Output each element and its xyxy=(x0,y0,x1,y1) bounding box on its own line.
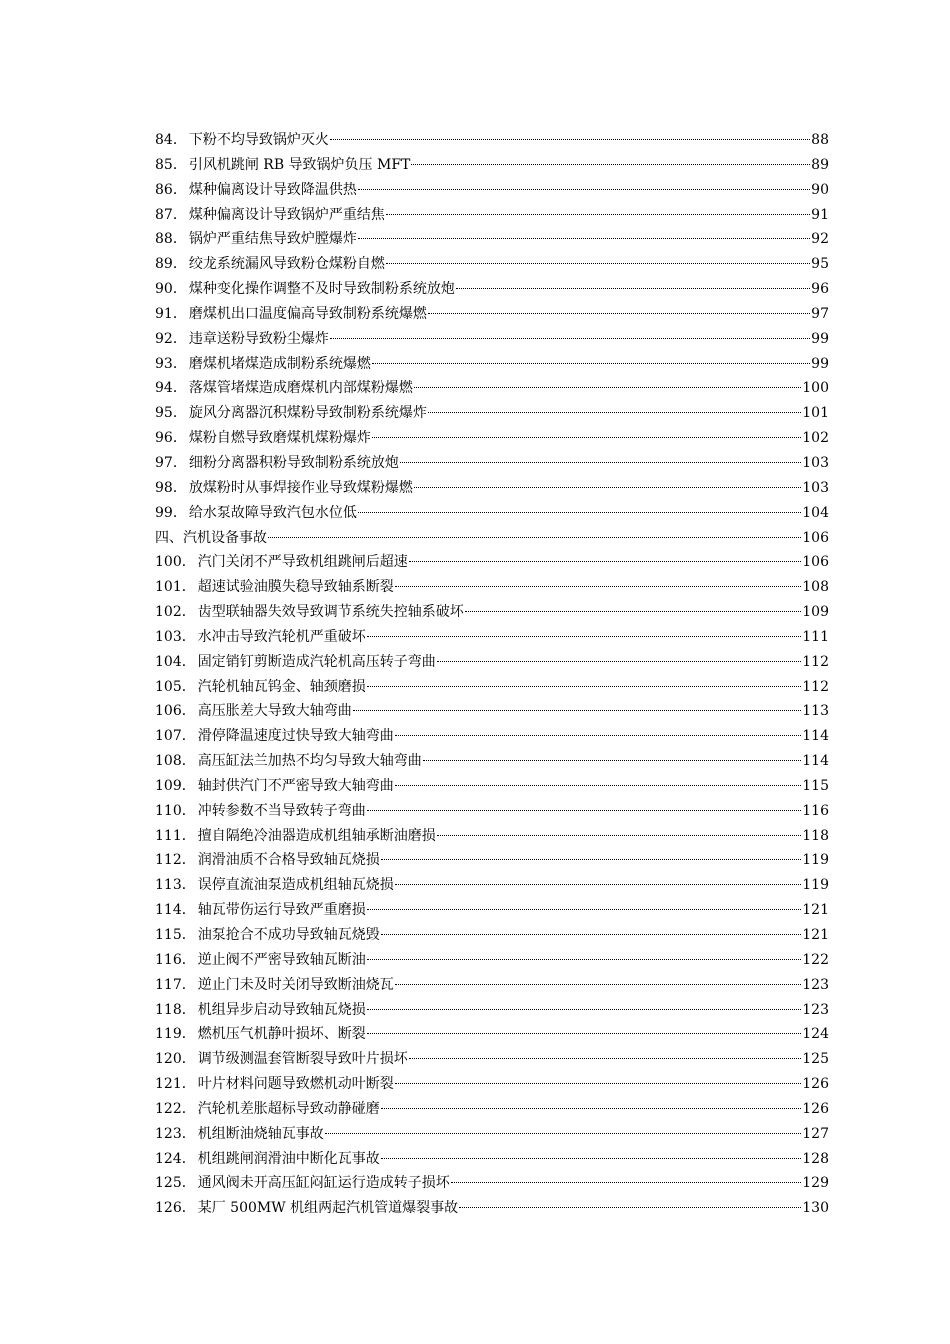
toc-entry-number: 109． xyxy=(155,777,196,794)
toc-entry-number: 103． xyxy=(155,628,196,645)
toc-entry-title: 调节级测温套管断裂导致叶片损坏 xyxy=(197,1051,408,1068)
toc-entry-page-number: 126 xyxy=(802,1100,829,1117)
toc-entry[interactable] xyxy=(155,600,829,625)
toc-entry-page-number: 99 xyxy=(811,355,829,372)
toc-entry-page-number: 95 xyxy=(811,256,829,273)
toc-entry[interactable] xyxy=(155,1097,829,1122)
toc-entry-number: 114． xyxy=(155,902,196,919)
toc-entry-page-number: 89 xyxy=(811,156,829,173)
toc-entry-title: 机组异步启动导致轴瓦烧损 xyxy=(197,1001,366,1018)
toc-entry-number: 85． xyxy=(155,156,187,173)
toc-entry-page-number: 114 xyxy=(802,728,829,745)
toc-entry-title: 煤种偏离设计导致降温供热 xyxy=(188,181,357,198)
toc-dot-leader xyxy=(358,238,810,239)
toc-entry-title: 绞龙系统漏风导致粉仓煤粉自燃 xyxy=(188,256,385,273)
toc-entry-number: 104． xyxy=(155,653,196,670)
toc-entry-page-number: 96 xyxy=(811,281,829,298)
toc-entry-number: 110． xyxy=(155,802,196,819)
toc-entry-page-number: 125 xyxy=(802,1051,829,1068)
toc-entry-page-number: 114 xyxy=(802,753,829,770)
toc-entry-page-number: 116 xyxy=(802,802,829,819)
toc-entry[interactable] xyxy=(155,1171,829,1196)
toc-entry-page-number: 118 xyxy=(802,827,829,844)
toc-entry-page-number: 123 xyxy=(802,976,829,993)
toc-entry[interactable] xyxy=(155,352,829,377)
toc-dot-leader xyxy=(330,338,810,339)
toc-entry-title: 煤粉自燃导致磨煤机煤粉爆炸 xyxy=(188,430,371,447)
toc-entry-page-number: 123 xyxy=(802,1001,829,1018)
toc-dot-leader xyxy=(367,686,802,687)
toc-entry-page-number: 104 xyxy=(802,504,829,521)
toc-entry[interactable] xyxy=(155,277,829,302)
toc-entry-page-number: 103 xyxy=(802,454,829,471)
toc-entry-number: 112． xyxy=(155,852,196,869)
toc-dot-leader xyxy=(459,1207,801,1208)
toc-entry-title: 下粉不均导致锅炉灭火 xyxy=(188,132,329,148)
toc-entry-title: 细粉分离器积粉导致制粉系统放炮 xyxy=(188,454,399,471)
toc-entry[interactable] xyxy=(155,1022,829,1047)
toc-entry[interactable] xyxy=(155,1122,829,1147)
toc-entry-page-number: 121 xyxy=(802,902,829,919)
toc-entry[interactable] xyxy=(155,625,829,650)
toc-dot-leader xyxy=(367,959,802,960)
toc-entry-title: 轴瓦带伤运行导致严重磨损 xyxy=(197,902,366,919)
toc-entry[interactable] xyxy=(155,699,829,724)
toc-entry[interactable] xyxy=(155,799,829,824)
toc-dot-leader xyxy=(367,1009,802,1010)
toc-dot-leader xyxy=(423,760,802,761)
toc-entry[interactable] xyxy=(155,675,829,700)
toc-entry[interactable] xyxy=(155,923,829,948)
toc-entry-page-number: 112 xyxy=(802,678,829,695)
toc-entry[interactable] xyxy=(155,1047,829,1072)
toc-entry-number: 98． xyxy=(155,479,187,496)
toc-dot-leader xyxy=(381,1108,802,1109)
toc-dot-leader xyxy=(381,859,802,860)
toc-entry-page-number: 128 xyxy=(802,1150,829,1167)
toc-entry-number: 105． xyxy=(155,678,196,695)
toc-entry[interactable] xyxy=(155,476,829,501)
toc-entry-title: 超速试验油膜失稳导致轴系断裂 xyxy=(197,579,394,596)
toc-dot-leader xyxy=(367,636,802,637)
toc-entry-title: 煤种变化操作调整不及时导致制粉系统放炮 xyxy=(188,281,455,298)
toc-entry[interactable] xyxy=(155,451,829,476)
toc-entry-title: 汽轮机轴瓦钨金、轴颈磨损 xyxy=(197,678,366,695)
toc-entry-title: 误停直流油泵造成机组轴瓦烧损 xyxy=(197,877,394,894)
toc-entry-title: 煤种偏离设计导致锅炉严重结焦 xyxy=(188,206,385,223)
toc-entry-page-number: 109 xyxy=(802,604,829,621)
toc-dot-leader xyxy=(367,909,802,910)
toc-entry-title: 冲转参数不当导致转子弯曲 xyxy=(197,802,366,819)
toc-entry-title: 轴封供汽门不严密导致大轴弯曲 xyxy=(197,777,394,794)
toc-entry-number: 99． xyxy=(155,504,187,521)
toc-entry-title: 擅自隔绝冷油器造成机组轴承断油磨损 xyxy=(197,827,436,844)
toc-entry-number: 108． xyxy=(155,753,196,770)
toc-entry[interactable] xyxy=(155,401,829,426)
toc-dot-leader xyxy=(456,288,810,289)
toc-entry-number: 122． xyxy=(155,1100,196,1117)
toc-entry-title: 高压缸法兰加热不均匀导致大轴弯曲 xyxy=(197,753,422,770)
toc-entry-page-number: 130 xyxy=(802,1200,829,1217)
toc-entry-number: 113． xyxy=(155,877,196,894)
toc-entry-title: 锅炉严重结焦导致炉膛爆炸 xyxy=(188,231,357,248)
toc-dot-leader xyxy=(465,611,802,612)
toc-entry-page-number: 111 xyxy=(802,628,829,645)
toc-entry[interactable] xyxy=(155,774,829,799)
toc-entry-number: 115． xyxy=(155,927,196,943)
toc-entry-page-number: 119 xyxy=(802,877,829,894)
toc-entry-number: 106． xyxy=(155,703,196,720)
toc-entry-title: 润滑油质不合格导致轴瓦烧损 xyxy=(197,852,380,869)
toc-dot-leader xyxy=(381,934,802,935)
toc-entry-number: 84． xyxy=(155,132,187,148)
toc-entry-page-number: 113 xyxy=(802,703,829,720)
toc-entry-title: 某厂 500MW 机组两起汽机管道爆裂事故 xyxy=(197,1200,459,1217)
toc-entry-title: 通风阀未开高压缸闷缸运行造成转子损坏 xyxy=(197,1175,450,1192)
toc-entry-page-number: 121 xyxy=(802,927,829,943)
toc-dot-leader xyxy=(395,984,802,985)
toc-entry[interactable] xyxy=(155,575,829,600)
toc-dot-leader xyxy=(386,214,810,215)
toc-entry[interactable] xyxy=(155,327,829,352)
toc-entry-number: 111． xyxy=(155,827,196,844)
toc-entry-title: 汽轮机差胀超标导致动静碰磨 xyxy=(197,1100,380,1117)
toc-entry-number: 116． xyxy=(155,951,196,968)
toc-dot-leader xyxy=(395,785,802,786)
toc-entry-page-number: 101 xyxy=(802,405,829,422)
toc-dot-leader xyxy=(330,139,810,140)
toc-entry-page-number: 126 xyxy=(802,1076,829,1093)
toc-dot-leader xyxy=(372,363,810,364)
toc-entry[interactable] xyxy=(155,302,829,327)
toc-entry-title: 逆止门未及时关闭导致断油烧瓦 xyxy=(197,976,394,993)
toc-dot-leader xyxy=(437,661,802,662)
toc-dot-leader xyxy=(414,387,801,388)
toc-entry[interactable] xyxy=(155,824,829,849)
toc-dot-leader xyxy=(409,561,802,562)
toc-entry-page-number: 106 xyxy=(802,529,829,546)
toc-entry-page-number: 106 xyxy=(802,554,829,571)
toc-entry-page-number: 115 xyxy=(802,777,829,794)
toc-entry-number: 126． xyxy=(155,1200,196,1217)
toc-entry[interactable] xyxy=(155,128,829,153)
toc-entry[interactable] xyxy=(155,998,829,1023)
toc-dot-leader xyxy=(367,810,802,811)
toc-entry-page-number: 108 xyxy=(802,579,829,596)
toc-entry-number: 121． xyxy=(155,1076,196,1093)
toc-entry-page-number: 88 xyxy=(811,132,829,148)
toc-dot-leader xyxy=(367,1033,802,1034)
toc-entry[interactable] xyxy=(155,526,829,551)
toc-entry[interactable] xyxy=(155,973,829,998)
toc-entry-title: 逆止阀不严密导致轴瓦断油 xyxy=(197,951,366,968)
toc-entry-number: 117． xyxy=(155,976,196,993)
toc-entry-page-number: 119 xyxy=(802,852,829,869)
toc-entry[interactable] xyxy=(155,948,829,973)
toc-entry-number: 92． xyxy=(155,330,187,347)
toc-entry-page-number: 124 xyxy=(802,1026,829,1043)
toc-entry-page-number: 112 xyxy=(802,653,829,670)
toc-entry[interactable] xyxy=(155,550,829,575)
toc-entry-number: 107． xyxy=(155,728,196,745)
toc-dot-leader xyxy=(414,487,801,488)
toc-entry-title: 旋风分离器沉积煤粉导致制粉系统爆炸 xyxy=(188,405,427,422)
toc-dot-leader xyxy=(325,1133,802,1134)
toc-entry[interactable] xyxy=(155,153,829,178)
toc-dot-leader xyxy=(411,164,810,165)
toc-entry-number: 93． xyxy=(155,355,187,372)
toc-entry[interactable] xyxy=(155,1147,829,1172)
toc-entry-number: 87． xyxy=(155,206,187,223)
toc-entry-page-number: 122 xyxy=(802,951,829,968)
toc-entry-title: 固定销钉剪断造成汽轮机高压转子弯曲 xyxy=(197,653,436,670)
toc-dot-leader xyxy=(395,1083,802,1084)
toc-entry-number: 102． xyxy=(155,604,196,621)
toc-entry-title: 齿型联轴器失效导致调节系统失控轴系破坏 xyxy=(197,604,464,621)
toc-entry-title: 四、汽机设备事故 xyxy=(155,529,267,546)
toc-entry[interactable] xyxy=(155,848,829,873)
toc-entry-title: 引风机跳闸 RB 导致锅炉负压 MFT xyxy=(188,156,411,173)
toc-entry[interactable] xyxy=(155,873,829,898)
toc-dot-leader xyxy=(381,1158,802,1159)
toc-entry[interactable] xyxy=(155,724,829,749)
toc-entry-title: 落煤管堵煤造成磨煤机内部煤粉爆燃 xyxy=(188,380,413,397)
toc-entry-number: 89． xyxy=(155,256,187,273)
toc-dot-leader xyxy=(358,189,810,190)
toc-entry-title: 磨煤机堵煤造成制粉系统爆燃 xyxy=(188,355,371,372)
toc-entry-number: 125． xyxy=(155,1175,196,1192)
toc-entry-page-number: 92 xyxy=(811,231,829,248)
toc-entry-number: 95． xyxy=(155,405,187,422)
toc-dot-leader xyxy=(386,263,810,264)
toc-entry[interactable] xyxy=(155,749,829,774)
toc-entry[interactable] xyxy=(155,227,829,252)
toc-entry-title: 叶片材料问题导致燃机动叶断裂 xyxy=(197,1076,394,1093)
toc-entry[interactable] xyxy=(155,1196,829,1221)
toc-entry-title: 违章送粉导致粉尘爆炸 xyxy=(188,330,329,347)
toc-entry[interactable] xyxy=(155,252,829,277)
toc-dot-leader xyxy=(428,412,801,413)
toc-entry-number: 90． xyxy=(155,281,187,298)
toc-entry-page-number: 127 xyxy=(802,1125,829,1142)
toc-entry-title: 放煤粉时从事焊接作业导致煤粉爆燃 xyxy=(188,479,413,496)
toc-dot-leader xyxy=(372,437,801,438)
toc-entry-number: 94． xyxy=(155,380,187,397)
toc-entry-number: 124． xyxy=(155,1150,196,1167)
toc-entry[interactable] xyxy=(155,898,829,923)
toc-entry-title: 机组跳闸润滑油中断化瓦事故 xyxy=(197,1150,380,1167)
toc-entry-title: 给水泵故障导致汽包水位低 xyxy=(188,504,357,521)
toc-entry-number: 101． xyxy=(155,579,196,596)
toc-entry-number: 96． xyxy=(155,430,187,447)
toc-dot-leader xyxy=(268,537,801,538)
toc-entry[interactable] xyxy=(155,426,829,451)
toc-entry-page-number: 97 xyxy=(811,305,829,322)
toc-entry-title: 高压胀差大导致大轴弯曲 xyxy=(197,703,352,720)
toc-entry-number: 118． xyxy=(155,1001,196,1018)
toc-entry-page-number: 90 xyxy=(811,181,829,198)
toc-entry[interactable] xyxy=(155,376,829,401)
toc-dot-leader xyxy=(395,735,802,736)
toc-entry-title: 汽门关闭不严导致机组跳闸后超速 xyxy=(197,554,408,571)
toc-dot-leader xyxy=(437,835,802,836)
toc-entry-page-number: 103 xyxy=(802,479,829,496)
toc-dot-leader xyxy=(353,710,802,711)
toc-entry[interactable] xyxy=(155,650,829,675)
toc-entry-page-number: 100 xyxy=(802,380,829,397)
toc-entry-page-number: 99 xyxy=(811,330,829,347)
toc-entry-title: 磨煤机出口温度偏高导致制粉系统爆燃 xyxy=(188,305,427,322)
toc-entry-number: 119． xyxy=(155,1026,196,1043)
toc-entry-number: 100． xyxy=(155,554,196,571)
toc-entry-number: 120． xyxy=(155,1051,196,1068)
toc-entry-title: 水冲击导致汽轮机严重破坏 xyxy=(197,628,366,645)
toc-dot-leader xyxy=(428,313,810,314)
toc-entry-page-number: 129 xyxy=(802,1175,829,1192)
toc-dot-leader xyxy=(358,512,801,513)
toc-dot-leader xyxy=(395,586,802,587)
toc-entry-page-number: 91 xyxy=(811,206,829,223)
toc-entry-number: 91． xyxy=(155,305,187,322)
toc-entry-number: 86． xyxy=(155,181,187,198)
toc-dot-leader xyxy=(400,462,801,463)
toc-dot-leader xyxy=(409,1058,802,1059)
toc-entry-title: 油泵抢合不成功导致轴瓦烧毁 xyxy=(197,927,380,943)
toc-entry[interactable] xyxy=(155,178,829,203)
toc-entry-number: 88． xyxy=(155,231,187,248)
toc-entry-page-number: 102 xyxy=(802,430,829,447)
toc-entry[interactable] xyxy=(155,203,829,228)
toc-entry-number: 123． xyxy=(155,1125,196,1142)
toc-entry-title: 机组断油烧轴瓦事故 xyxy=(197,1125,324,1142)
toc-dot-leader xyxy=(395,884,802,885)
toc-dot-leader xyxy=(451,1182,802,1183)
toc-entry-title: 燃机压气机静叶损坏、断裂 xyxy=(197,1026,366,1043)
toc-entry[interactable] xyxy=(155,1072,829,1097)
toc-entry-title: 滑停降温速度过快导致大轴弯曲 xyxy=(197,728,394,745)
toc-entry[interactable] xyxy=(155,501,829,526)
toc-entry-number: 97． xyxy=(155,454,187,471)
table-of-contents xyxy=(155,128,829,1221)
